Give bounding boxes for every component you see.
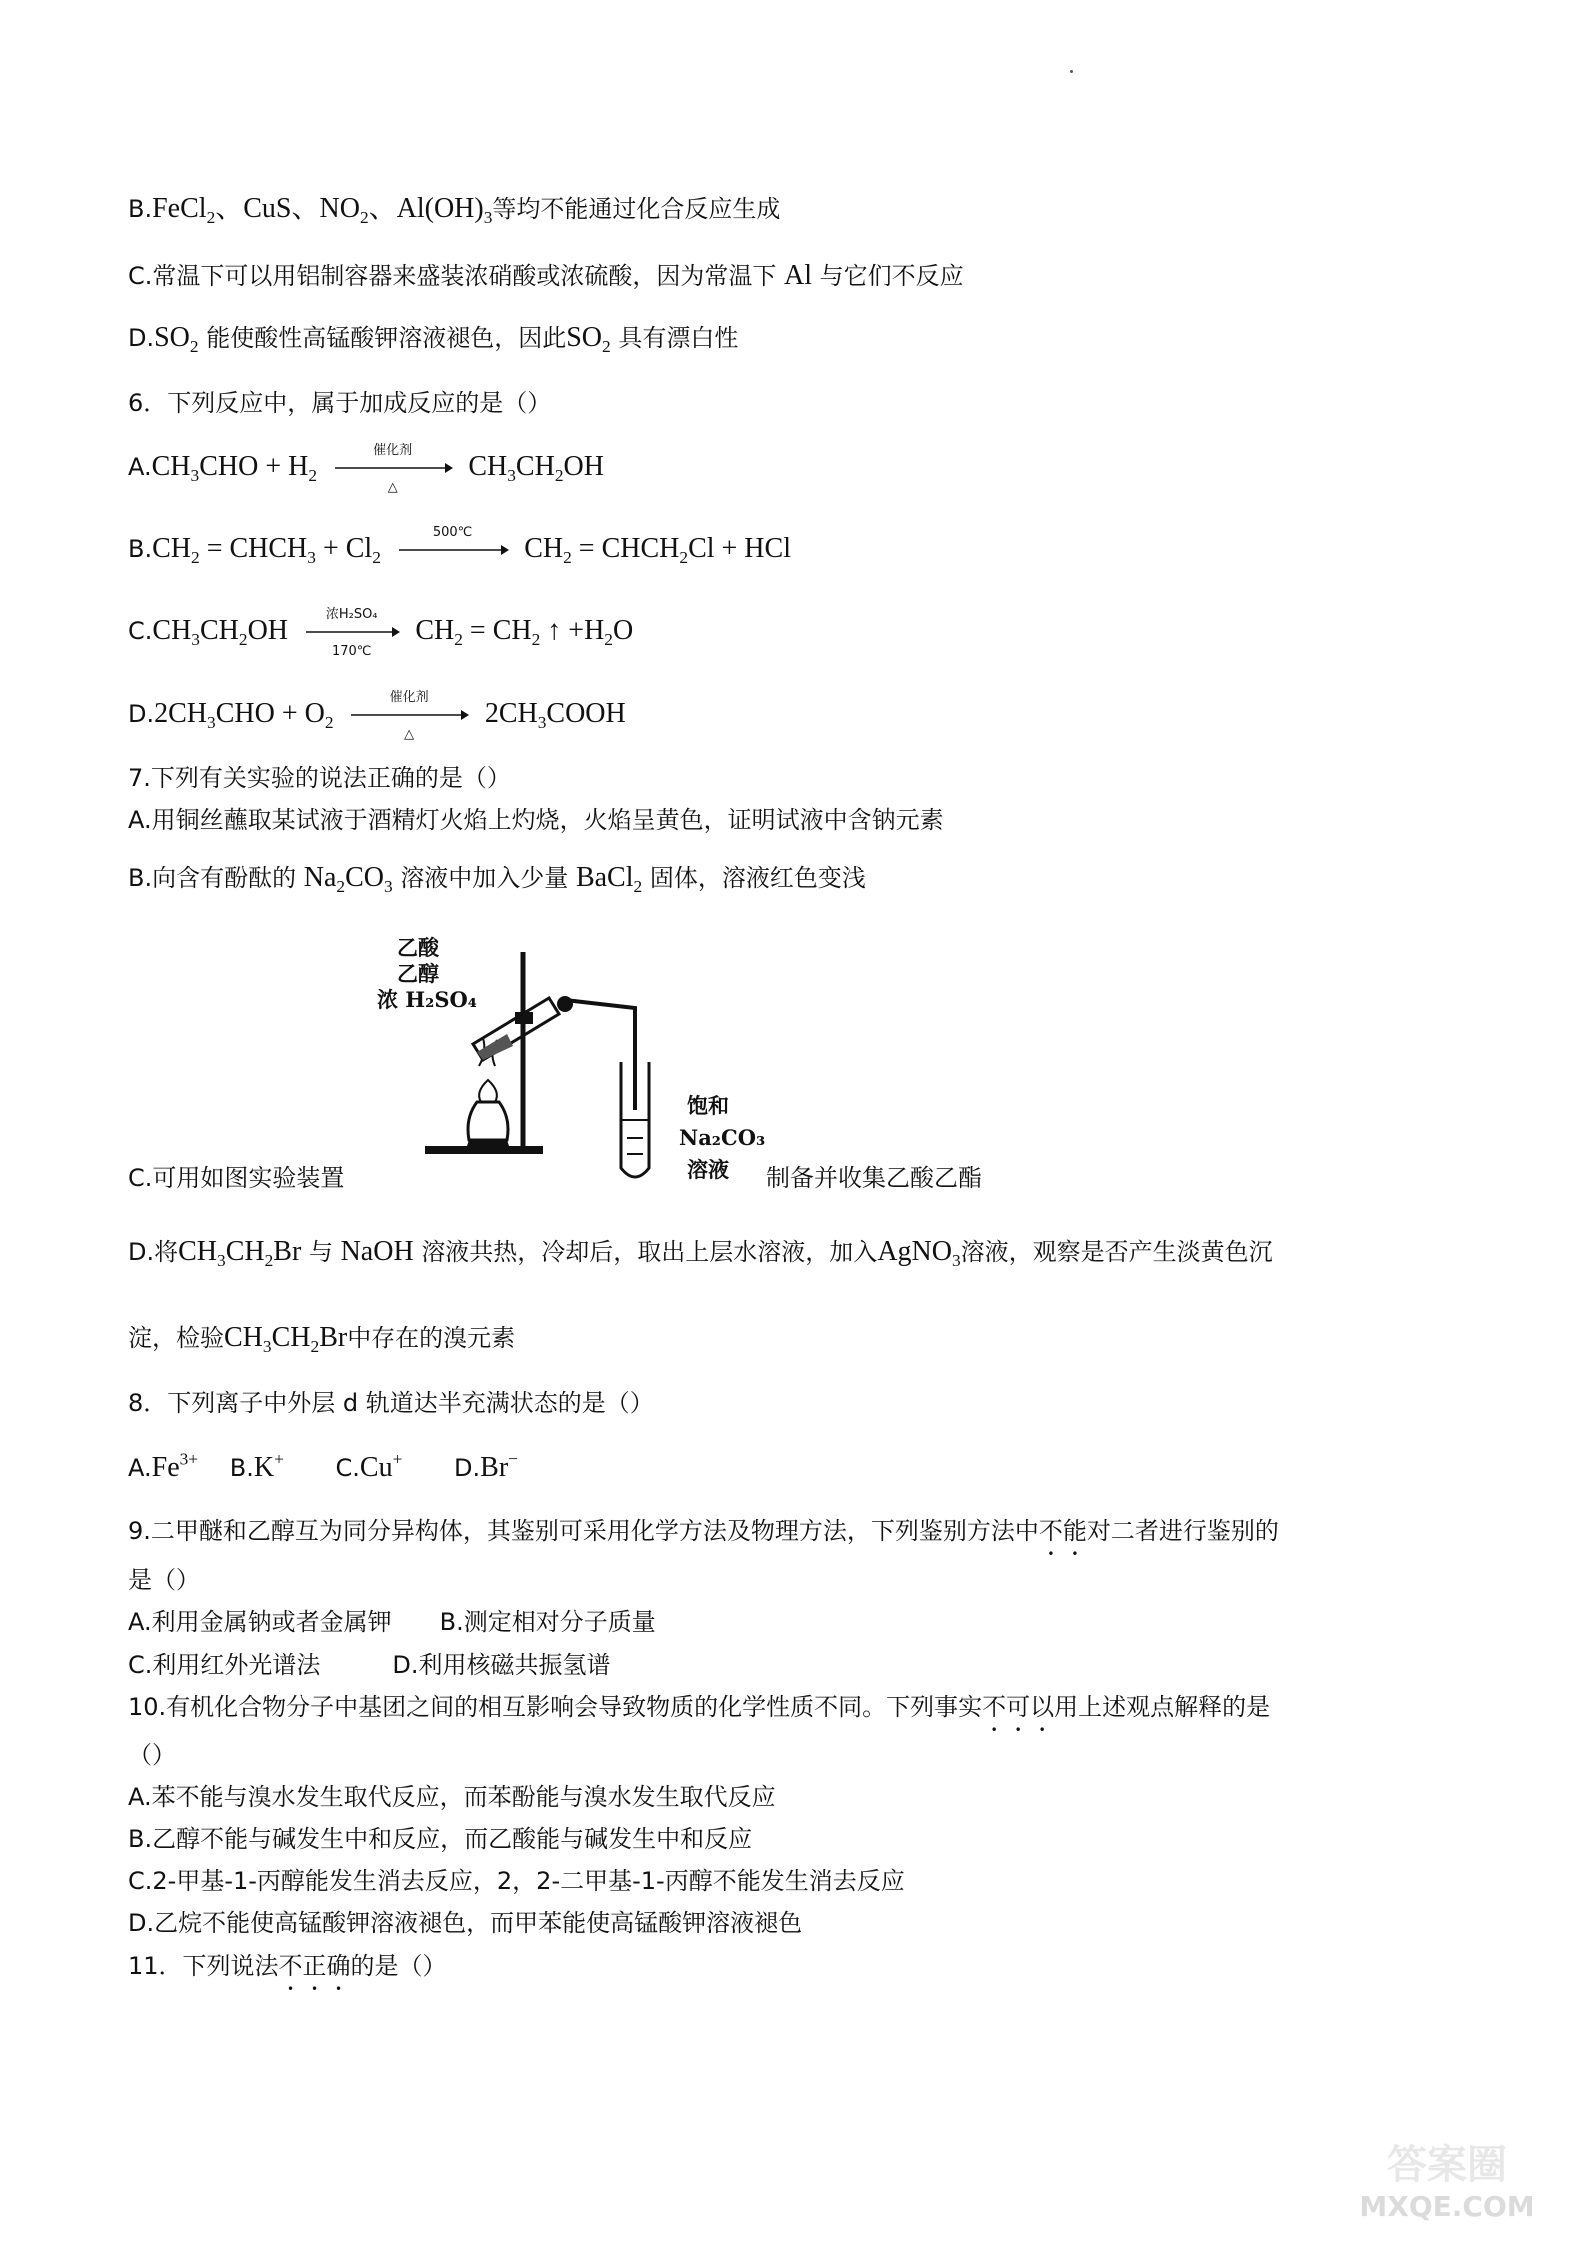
- label-ethanol: 乙醇: [397, 961, 439, 986]
- q7-option-c-post: 制备并收集乙酸乙酯: [766, 1164, 982, 1192]
- watermark-cn-text: 答案圈: [1387, 2142, 1507, 2188]
- q10-option-b: B.乙醇不能与碱发生中和反应，而乙酸能与碱发生中和反应: [128, 1825, 753, 1853]
- q7-option-b: B.向含有酚酞的 $Na_2CO_3$ 溶液中加入少量 BaCl$_2$ 固体，溶液红色变浅: [128, 862, 866, 897]
- q8-options: $A.Fe^{3+}$ B.K+ C.Cu+ D.Br−: [128, 1449, 518, 1483]
- q9-options-ab: A.利用金属钠或者金属钾 B.测定相对分子质量: [128, 1608, 656, 1636]
- label-sodium-carbonate: Na₂CO₃: [679, 1125, 766, 1150]
- q6-option-a: $A.CH_3CHO + H_2$ 催化剂 △ $CH_3CH_2OH$: [128, 443, 604, 495]
- q10-stem-cont: （）: [128, 1741, 176, 1769]
- q6-option-b: $B.CH_2$ = $CHCH_3 + Cl_2$ 500℃ $CH_2$ = $CHCH_2Cl$ + HCl: [128, 530, 791, 570]
- q9-stem-cont: 是（）: [128, 1566, 200, 1594]
- ester-apparatus-diagram: [377, 935, 766, 1198]
- reaction-arrow: 浓H₂SO₄ 170℃: [304, 612, 400, 652]
- watermark-url: MXQE.COM: [1359, 2190, 1535, 2223]
- page-dot: [1070, 70, 1073, 73]
- q5-option-c: C.常温下可以用铝制容器来盛装浓硝酸或浓硫酸，因为常温下 Al 与它们不反应: [128, 260, 964, 291]
- q6-option-d: $D.2CH_3CHO + O_2$ 催化剂 △ $2CH_3COOH$: [128, 690, 626, 742]
- q9-options-cd: C.利用红外光谱法 D.利用核磁共振氢谱: [128, 1651, 611, 1679]
- q7-option-a: A.用铜丝蘸取某试液于酒精灯火焰上灼烧，火焰呈黄色，证明试液中含钠元素: [128, 806, 944, 834]
- watermark-logo: [1347, 2133, 1547, 2223]
- reaction-arrow: 催化剂 △: [333, 448, 453, 488]
- q5-option-d: $D.SO_2$ 能使酸性高锰酸钾溶液褪色，因此$SO_2$ 具有漂白性: [128, 322, 739, 357]
- label-acetic-acid: 乙酸: [397, 935, 439, 960]
- q8-stem: 8．下列离子中外层 d 轨道达半充满状态的是（）: [128, 1389, 654, 1417]
- q9-stem: 9.二甲醚和乙醇互为同分异构体，其鉴别可采用化学方法及物理方法，下列鉴别方法中不能对二者进行鉴别的: [128, 1517, 1279, 1545]
- q7-option-d-cont: 淀，检验$CH_3CH_2Br$中存在的溴元素: [128, 1322, 516, 1357]
- q10-stem: 10.有机化合物分子中基团之间的相互影响会导致物质的化学性质不同。下列事实不可以用上述观点解释的是: [128, 1693, 1271, 1721]
- q10-option-a: A.苯不能与溴水发生取代反应，而苯酚能与溴水发生取代反应: [128, 1783, 776, 1811]
- label-saturated: 饱和: [687, 1093, 729, 1118]
- label-solution: 溶液: [687, 1157, 729, 1182]
- q6-option-c: $C.CH_3CH_2OH$ 浓H₂SO₄ 170℃ $CH_2 = CH_2$ ↑ $+H_2O$: [128, 607, 634, 659]
- q7-option-c-pre: C.可用如图实验装置: [128, 1164, 345, 1192]
- q7-stem: 7.下列有关实验的说法正确的是（）: [128, 764, 511, 792]
- reaction-arrow: 催化剂 △: [349, 695, 469, 735]
- q6-stem: 6．下列反应中，属于加成反应的是（）: [128, 389, 552, 417]
- q5-option-b: B.FeCl$_2$、CuS、$NO_2$、$Al(OH)_3$等均不能通过化合反应生成: [128, 193, 781, 228]
- q11-stem: 11．下列说法不正确的是（）: [128, 1952, 447, 1980]
- reaction-arrow: 500℃: [397, 530, 509, 570]
- q10-option-d: D.乙烷不能使高锰酸钾溶液褪色，而甲苯能使高锰酸钾溶液褪色: [128, 1909, 803, 1937]
- label-conc-sulfuric-acid: 浓 H₂SO₄: [377, 987, 478, 1012]
- q10-option-c: C.2-甲基-1-丙醇能发生消去反应，2，2-二甲基-1-丙醇不能发生消去反应: [128, 1867, 905, 1895]
- q7-option-d: D.将$CH_3CH_2Br$ 与 NaOH 溶液共热，冷却后，取出上层水溶液，加入AgNO$_3$溶液，观察是否产生淡黄色沉: [128, 1236, 1273, 1271]
